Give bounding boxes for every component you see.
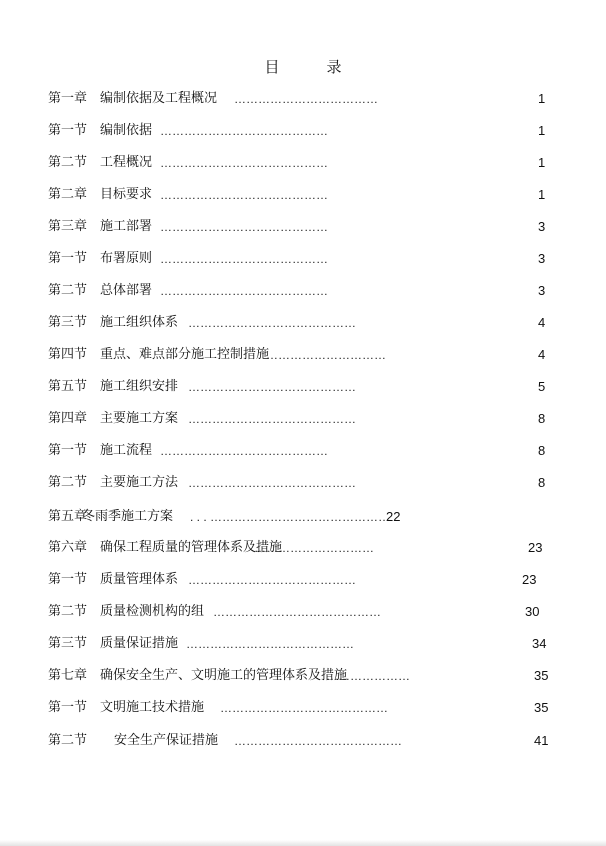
- dot-leader: . . . ………………………………………: [190, 510, 391, 524]
- entry-label: 第五章: [48, 509, 88, 524]
- entry-page-number: 8: [538, 475, 546, 490]
- entry-page-number: 3: [538, 219, 546, 234]
- entry-label: 第七章: [48, 668, 88, 683]
- entry-title: 质量检测机构的组: [100, 604, 205, 619]
- entry-title: 重点、难点部分施工控制措施: [100, 347, 270, 362]
- entry-title: 施工组织安排: [100, 379, 179, 394]
- dot-leader: ……………………………………: [234, 734, 402, 748]
- entry-page-number: 1: [538, 155, 546, 170]
- entry-label: 第一节: [48, 700, 88, 715]
- entry-page-number: 23: [522, 572, 537, 587]
- dot-leader: ……………………………………: [188, 412, 356, 426]
- entry-label: 第一节: [48, 443, 88, 458]
- dot-leader: ……………………………………: [160, 220, 328, 234]
- dot-leader: ……………………………………: [213, 605, 381, 619]
- entry-title: 编制依据: [100, 123, 153, 138]
- dot-leader: ……………………………………: [186, 637, 354, 651]
- entry-title: 施工流程: [100, 443, 153, 458]
- entry-page-number: 1: [538, 187, 546, 202]
- entry-label: 第一章: [48, 91, 88, 106]
- entry-page-number: 41: [534, 733, 549, 748]
- entry-label: 第五节: [48, 379, 88, 394]
- entry-page-number: 5: [538, 379, 546, 394]
- entry-title: 总体部署: [100, 283, 153, 298]
- entry-label: 第二节: [48, 283, 88, 298]
- entry-label: 第二章: [48, 187, 88, 202]
- entry-page-number: 34: [532, 636, 547, 651]
- entry-page-number: 35: [534, 700, 549, 715]
- entry-label: 第三节: [48, 315, 88, 330]
- dot-leader: …………………: [326, 669, 410, 683]
- dot-leader: ………………………………: [234, 92, 378, 106]
- dot-leader: ……………………………………: [160, 444, 328, 458]
- entry-label: 第六章: [48, 540, 88, 555]
- entry-page-number: 30: [525, 604, 540, 619]
- entry-title: 确保工程质量的管理体系及措施: [100, 540, 283, 555]
- page-title: 目 录: [264, 58, 358, 76]
- entry-title: 确保安全生产、文明施工的管理体系及措施: [100, 668, 348, 683]
- dot-leader: …………………………: [254, 541, 374, 555]
- dot-leader: ……………………………………: [188, 573, 356, 587]
- dot-leader: ……………………………………: [160, 252, 328, 266]
- entry-page-number: 22: [386, 509, 401, 524]
- entry-title: 质量保证措施: [100, 636, 179, 651]
- entry-title: 工程概况: [100, 155, 153, 170]
- dot-leader: …………………………: [266, 348, 386, 362]
- dot-leader: ……………………………………: [160, 284, 328, 298]
- entry-title: 主要施工方法: [100, 475, 179, 490]
- entry-page-number: 3: [538, 251, 546, 266]
- entry-label: 第二节: [48, 604, 88, 619]
- dot-leader: ……………………………………: [160, 156, 328, 170]
- entry-label: 第二节: [48, 733, 88, 748]
- entry-label: 第一节: [48, 572, 88, 587]
- entry-label: 第三节: [48, 636, 88, 651]
- entry-title: 冬雨季施工方案: [82, 509, 174, 524]
- entry-page-number: 1: [538, 91, 546, 106]
- entry-label: 第二节: [48, 155, 88, 170]
- entry-title: 主要施工方案: [100, 411, 179, 426]
- entry-label: 第一节: [48, 123, 88, 138]
- entry-label: 第三章: [48, 219, 88, 234]
- entry-title: 质量管理体系: [100, 572, 179, 587]
- entry-page-number: 8: [538, 411, 546, 426]
- entry-title: 安全生产保证措施: [114, 733, 219, 748]
- entry-page-number: 4: [538, 347, 546, 362]
- entry-title: 编制依据及工程概况: [100, 91, 218, 106]
- dot-leader: ……………………………………: [160, 124, 328, 138]
- entry-title: 布署原则: [100, 251, 153, 266]
- dot-leader: ……………………………………: [160, 188, 328, 202]
- entry-page-number: 23: [528, 540, 543, 555]
- entry-label: 第四节: [48, 347, 88, 362]
- entry-title: 施工部署: [100, 219, 153, 234]
- entry-page-number: 8: [538, 443, 546, 458]
- page-edge: [0, 840, 606, 846]
- entry-page-number: 35: [534, 668, 549, 683]
- dot-leader: ……………………………………: [188, 476, 356, 490]
- entry-page-number: 3: [538, 283, 546, 298]
- entry-label: 第四章: [48, 411, 88, 426]
- entry-page-number: 4: [538, 315, 546, 330]
- entry-title: 施工组织体系: [100, 315, 179, 330]
- dot-leader: ……………………………………: [188, 316, 356, 330]
- entry-label: 第二节: [48, 475, 88, 490]
- entry-title: 目标要求: [100, 187, 153, 202]
- dot-leader: ……………………………………: [220, 701, 388, 715]
- dot-leader: ……………………………………: [188, 380, 356, 394]
- entry-label: 第一节: [48, 251, 88, 266]
- entry-title: 文明施工技术措施: [100, 700, 205, 715]
- entry-page-number: 1: [538, 123, 546, 138]
